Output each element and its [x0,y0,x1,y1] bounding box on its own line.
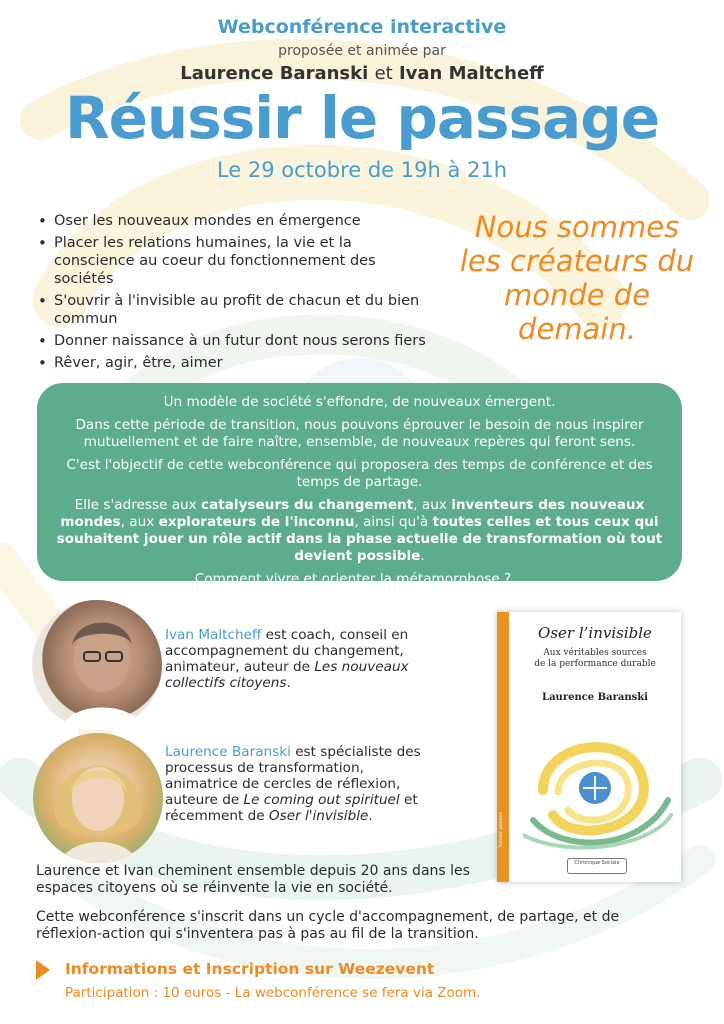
bio-book-title: Oser l'invisible [268,808,369,824]
bio-book-title: Les nouveaux collectifs citoyens [165,659,409,691]
registration-info[interactable] [36,959,556,981]
book-subtitle-line: de la performance durable [534,659,656,669]
event-kicker: Webconférence interactive [217,16,507,38]
bio-text: . [368,808,373,824]
event-subtitle: proposée et animée par [278,43,446,59]
book-author: Laurence Baranski [542,692,648,703]
description-p4 [53,497,666,565]
participation-text: Participation : 10 euros - La webconférence se fera via Zoom. [65,985,481,1001]
book-title: Oser l’invisible [538,624,652,642]
list-item: • Rêver, agir, être, aimer [36,354,436,372]
bio-text: est coach, conseil en accompagnement du changement, animateur, auteur de [165,627,409,675]
book-publisher-logo: Chronique Sociale [567,858,627,874]
description-p3: C'est l'objectif de cette webconférence qui proposera des temps de conférence et des temps de partage. [66,457,653,490]
together-text: Laurence et Ivan cheminent ensemble depuis 20 ans dans les espaces citoyens où se réinvente la vie en société. [36,863,470,896]
bold-span: inventeurs des nouveaux mondes [60,497,645,530]
description-p5: Comment vivre et orienter la métamorphose ?... [194,571,525,587]
book-cover [497,612,681,882]
bold-span: explorateurs de l'inconnu [158,514,355,530]
event-hosts [0,63,724,84]
text-span: , aux [120,514,159,530]
book-spine [497,612,509,882]
book-swirl-illustration [523,720,673,850]
registration-link[interactable]: Informations et Inscription sur Weezevent [65,960,435,978]
bold-span: toutes celles et tous ceux qui souhaitent jouer un rôle actif dans la phase actuelle de transformation où tout devient possible [56,514,663,564]
bio-book-title: Le coming out spirituel [243,792,400,808]
bold-span: catalyseurs du changement [201,497,414,513]
text-span: , ainsi qu'à [354,514,433,530]
bio-text: . [286,675,291,691]
list-item: • S'ouvrir à l'invisible au profit de chacun et du bien commun [36,292,436,328]
text-span: Elle s'adresse aux [74,497,202,513]
book-collection: Savoir penser [498,812,504,848]
bio-name: Ivan Maltcheff [165,627,262,643]
list-item: • Placer les relations humaines, la vie et la conscience au coeur du fonctionnement des sociétés [36,234,436,288]
themes-list [36,212,436,376]
bio-name: Laurence Baranski [165,744,291,760]
text-span: , aux [413,497,452,513]
book-subtitle-line: Aux véritables sources [543,648,647,658]
arrow-right-icon [36,960,50,980]
text-span: . [420,548,425,564]
list-item: • Oser les nouveaux mondes en émergence [36,212,436,230]
hosts-and: et [374,63,393,84]
description-p2: Dans cette période de transition, nous pouvons éprouver le besoin de nous inspirer mutuellement et de faire naître, ensemble, de nouveaux repères qui feront sens. [75,417,644,450]
bio-text: est spécialiste des processus de transformation, animatrice de cercles de réflexion, auteure de [165,744,421,808]
cycle-text: Cette webconférence s'inscrit dans un cycle d'accompagnement, de partage, et de réflexion-action qui s'inventera pas à pas au fil de la transition. [36,909,620,942]
avatar-laurence [33,733,163,863]
bio-ivan [165,627,425,691]
description-box [37,383,682,587]
avatar-ivan [32,600,162,730]
description-p1: Un modèle de société s'effondre, de nouveaux émergent. [163,394,556,410]
book-subtitle [509,648,681,670]
list-item: • Donner naissance à un futur dont nous serons fiers [36,332,436,350]
bio-laurence [165,744,425,824]
host-ivan: Ivan Maltcheff [398,63,544,84]
event-date: Le 29 octobre de 19h à 21h [216,158,508,182]
slogan: Nous sommes les créateurs du monde de demain. [459,210,695,346]
bio-text: et récemment de [165,792,418,824]
page-title: Réussir le passage [64,84,660,152]
host-laurence: Laurence Baranski [180,63,369,84]
